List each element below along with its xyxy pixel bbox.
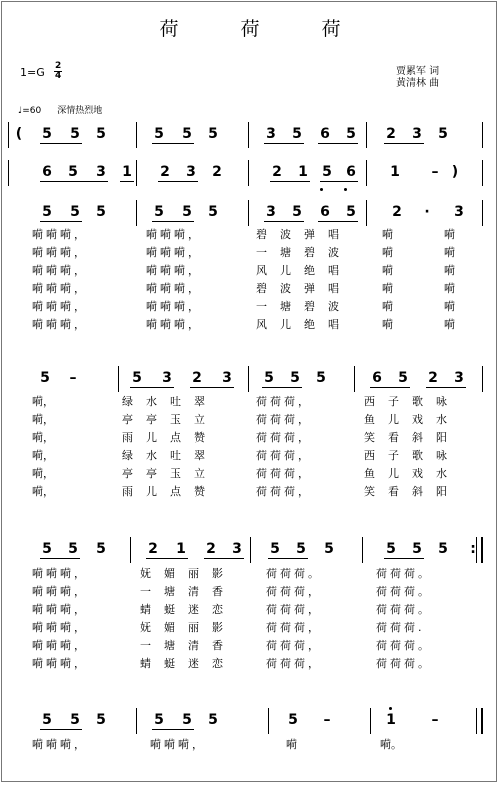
lyric-syllables: 嗬， [32,467,54,480]
note: 5 [132,370,142,386]
lyric-syllables: 嗬嗬嗬， [146,228,202,241]
barline [136,122,137,148]
lyric-syllables: 嗬嗬嗬， [32,738,88,751]
note: 3 [96,164,106,180]
note: : [470,541,476,557]
beam-line [40,558,80,559]
note: 5 [324,541,334,557]
lyric-syllables: 嗬嗬嗬， [146,264,202,277]
note: 5 [264,370,274,386]
beam-line [40,729,82,730]
beam-line [190,387,234,388]
note: – [431,712,439,728]
barline [136,160,137,186]
tempo-marking [18,103,118,116]
note: 5 [96,541,106,557]
beam-line [120,181,134,182]
beam-line [264,143,304,144]
beam-line [152,221,194,222]
note: 5 [270,541,280,557]
lyric-syllables: 嗬嗬嗬， [32,300,88,313]
lyric-syllables: 嗬 [382,318,393,331]
lyric-syllables: 嗬嗬嗬， [32,567,88,580]
composer-credit: 黄清林 曲 [396,78,440,89]
note: 2 [272,164,282,180]
lyric-syllables: 嗬。 [380,738,402,751]
note: 5 [68,164,78,180]
lyric-syllables: 荷荷荷。 [376,585,432,598]
barline [248,200,249,226]
barline [268,708,269,734]
lyric-syllables: 一塘清香 [140,585,236,598]
lyric-syllables: 嗬嗬嗬， [146,300,202,313]
lyric-syllables: 鱼儿戏水 [364,413,460,426]
note: 3 [454,370,464,386]
beam-line [40,221,82,222]
lyric-syllables: 嗬 [444,300,455,313]
lyric-syllables: 蜻蜓迷恋 [140,603,236,616]
expression-mark: 深情热烈地 [57,106,103,116]
beam-line [318,221,358,222]
note: 5 [96,126,106,142]
note: 3 [412,126,422,142]
note: 5 [386,541,396,557]
note: 5 [182,712,192,728]
beam-line [270,181,310,182]
note: 5 [154,712,164,728]
lyric-syllables: 荷荷荷， [256,467,312,480]
lyric-syllables: 嗬， [32,431,54,444]
lyricist-credit: 贾累军 词 [396,66,440,77]
lyric-syllables: 一塘碧波 [256,246,352,259]
tempo-mark: ♩=60 [18,106,42,116]
note: 5 [42,541,52,557]
note: 1 [298,164,308,180]
barline [362,537,363,563]
note: 5 [290,370,300,386]
beam-line [40,181,108,182]
beam-line [320,181,358,182]
lyric-syllables: 嗬嗬嗬， [146,246,202,259]
beam-line [384,143,424,144]
note: 5 [296,541,306,557]
note: – [323,712,331,728]
note: 2 [212,164,222,180]
lyric-syllables: 风儿绝唱 [256,264,352,277]
note: 5 [412,541,422,557]
lyric-syllables: 嗬 [444,246,455,259]
lyric-syllables: 绿水吐翠 [122,449,218,462]
lyric-syllables: 嗬 [382,246,393,259]
barline [482,366,483,392]
lyric-syllables: 嗬嗬嗬， [32,246,88,259]
note: 5 [96,204,106,220]
lyric-syllables: 嗬， [32,449,54,462]
note: 5 [316,370,326,386]
note: 3 [222,370,232,386]
beam-line [146,558,188,559]
note: 5 [70,712,80,728]
note: 2 [392,204,402,220]
barline [482,122,483,148]
note: 2 [428,370,438,386]
beam-line [152,729,194,730]
barline [8,160,9,186]
note: 3 [232,541,242,557]
lyric-syllables: 亭亭玉立 [122,467,218,480]
lyric-syllables: 荷荷荷， [266,657,322,670]
note: 5 [154,204,164,220]
note: 1 [390,164,400,180]
barline [366,160,367,186]
time-signature [54,62,62,81]
note: 5 [154,126,164,142]
note: 5 [288,712,298,728]
open-paren: ( [15,126,23,142]
lyric-syllables: 亭亭玉立 [122,413,218,426]
note: 5 [208,712,218,728]
note: 5 [438,541,448,557]
note: 5 [182,204,192,220]
lyric-syllables: 嗬 [382,264,393,277]
final-barline [476,708,477,734]
lyric-syllables: 嗬嗬嗬， [32,228,88,241]
lyric-syllables: 荷荷荷， [256,449,312,462]
lyric-syllables: 蜻蜓迷恋 [140,657,236,670]
note: 2 [160,164,170,180]
lyric-syllables: 荷荷荷. [376,621,425,634]
barline [370,708,371,734]
beam-line [158,181,198,182]
lyric-syllables: 荷荷荷， [266,621,322,634]
note: 5 [398,370,408,386]
lyric-syllables: 西子歌咏 [364,395,460,408]
note: 5 [292,126,302,142]
lyric-syllables: 嗬嗬嗬， [146,282,202,295]
low-octave-dot [344,188,347,191]
lyric-syllables: 荷荷荷。 [376,657,432,670]
beam-line [426,387,466,388]
lyric-syllables: 荷荷荷。 [376,567,432,580]
repeat-barline [476,537,477,563]
low-octave-dot [320,188,323,191]
lyric-syllables: 笑看斜阳 [364,431,460,444]
lyric-syllables: 一塘碧波 [256,300,352,313]
beam-line [318,143,358,144]
lyric-syllables: 嗬嗬嗬， [32,264,88,277]
note: 5 [182,126,192,142]
meter-bottom: 4 [55,71,62,81]
barline [8,122,9,148]
barline [136,200,137,226]
beam-line [384,558,424,559]
song-title: 荷 荷 荷 [159,18,369,40]
note: 3 [266,126,276,142]
lyric-syllables: 嗬 [444,228,455,241]
note: 6 [372,370,382,386]
lyric-syllables: 嗬嗬嗬， [32,318,88,331]
lyric-syllables: 嗬 [382,228,393,241]
note: 5 [40,370,50,386]
lyric-syllables: 荷荷荷。 [266,567,322,580]
note: 3 [186,164,196,180]
note: ) [451,164,459,180]
note: 1 [176,541,186,557]
note: 5 [346,126,356,142]
lyric-syllables: 嗬 [444,264,455,277]
lyric-syllables: 碧波弹唱 [256,228,352,241]
barline [366,200,367,226]
lyric-syllables: 嗬嗬嗬， [32,657,88,670]
note: 2 [192,370,202,386]
beam-line [152,143,194,144]
note: – [431,164,439,180]
note: 5 [42,204,52,220]
lyric-syllables: 荷荷荷。 [376,603,432,616]
beam-line [204,558,244,559]
lyric-syllables: 荷荷荷， [266,639,322,652]
lyric-syllables: 嗬嗬嗬， [32,621,88,634]
lyric-syllables: 嗬嗬嗬， [32,282,88,295]
lyric-syllables: 荷荷荷， [256,413,312,426]
beam-line [264,221,304,222]
lyric-syllables: 西子歌咏 [364,449,460,462]
note: 3 [162,370,172,386]
note: 6 [320,204,330,220]
lyric-syllables: 一塘清香 [140,639,236,652]
barline [248,122,249,148]
note: 2 [386,126,396,142]
barline [366,122,367,148]
note: 5 [96,712,106,728]
lyric-syllables: 嗬， [32,413,54,426]
lyric-syllables: 嗬 [286,738,297,751]
note: 6 [42,164,52,180]
note: 5 [42,126,52,142]
lyric-syllables: 荷荷荷， [266,585,322,598]
lyric-syllables: 嗬 [382,282,393,295]
beam-line [370,387,410,388]
barline [130,537,131,563]
lyric-syllables: 嗬 [444,318,455,331]
beam-line [130,387,174,388]
barline [482,160,483,186]
note: · [424,204,430,220]
lyric-syllables: 荷荷荷， [266,603,322,616]
note: – [69,370,77,386]
beam-line [262,387,302,388]
note: 5 [42,712,52,728]
lyric-syllables: 嗬 [382,300,393,313]
lyric-syllables: 妩媚丽影 [140,621,236,634]
lyric-syllables: 雨儿点赞 [122,431,218,444]
lyric-syllables: 嗬嗬嗬， [32,603,88,616]
note: 3 [454,204,464,220]
note: 1 [122,164,132,180]
lyric-syllables: 荷荷荷， [256,485,312,498]
lyric-syllables: 嗬嗬嗬， [146,318,202,331]
lyric-syllables: 荷荷荷， [256,395,312,408]
beam-line [268,558,308,559]
lyric-syllables: 荷荷荷。 [376,639,432,652]
note: 5 [438,126,448,142]
lyric-syllables: 笑看斜阳 [364,485,460,498]
lyric-syllables: 荷荷荷， [256,431,312,444]
key-signature: 1=G [20,66,45,79]
note: 5 [208,126,218,142]
lyric-syllables: 风儿绝唱 [256,318,352,331]
lyric-syllables: 嗬嗬嗬， [32,639,88,652]
note: 5 [208,204,218,220]
high-octave-dot [389,707,392,710]
meter-top: 2 [55,61,62,71]
barline [118,366,119,392]
lyric-syllables: 鱼儿戏水 [364,467,460,480]
note: 3 [266,204,276,220]
barline [248,160,249,186]
note: 5 [68,541,78,557]
repeat-barline-thick [481,537,483,563]
note: 6 [346,164,356,180]
lyric-syllables: 碧波弹唱 [256,282,352,295]
barline [354,366,355,392]
barline [136,708,137,734]
final-barline-thick [481,708,483,734]
barline [482,200,483,226]
note: 5 [292,204,302,220]
lyric-syllables: 嗬嗬嗬， [150,738,206,751]
lyric-syllables: 嗬， [32,485,54,498]
lyric-syllables: 妩媚丽影 [140,567,236,580]
note: 6 [320,126,330,142]
barline [250,537,251,563]
note: 2 [206,541,216,557]
note: 5 [70,126,80,142]
note: 1 [386,712,396,728]
credits [396,66,439,90]
note: 5 [322,164,332,180]
note: 5 [346,204,356,220]
lyric-syllables: 嗬 [444,282,455,295]
lyric-syllables: 嗬嗬嗬， [32,585,88,598]
barline [248,366,249,392]
beam-line [40,143,82,144]
note: 2 [148,541,158,557]
lyric-syllables: 绿水吐翠 [122,395,218,408]
note: 5 [70,204,80,220]
lyric-syllables: 雨儿点赞 [122,485,218,498]
lyric-syllables: 嗬， [32,395,54,408]
